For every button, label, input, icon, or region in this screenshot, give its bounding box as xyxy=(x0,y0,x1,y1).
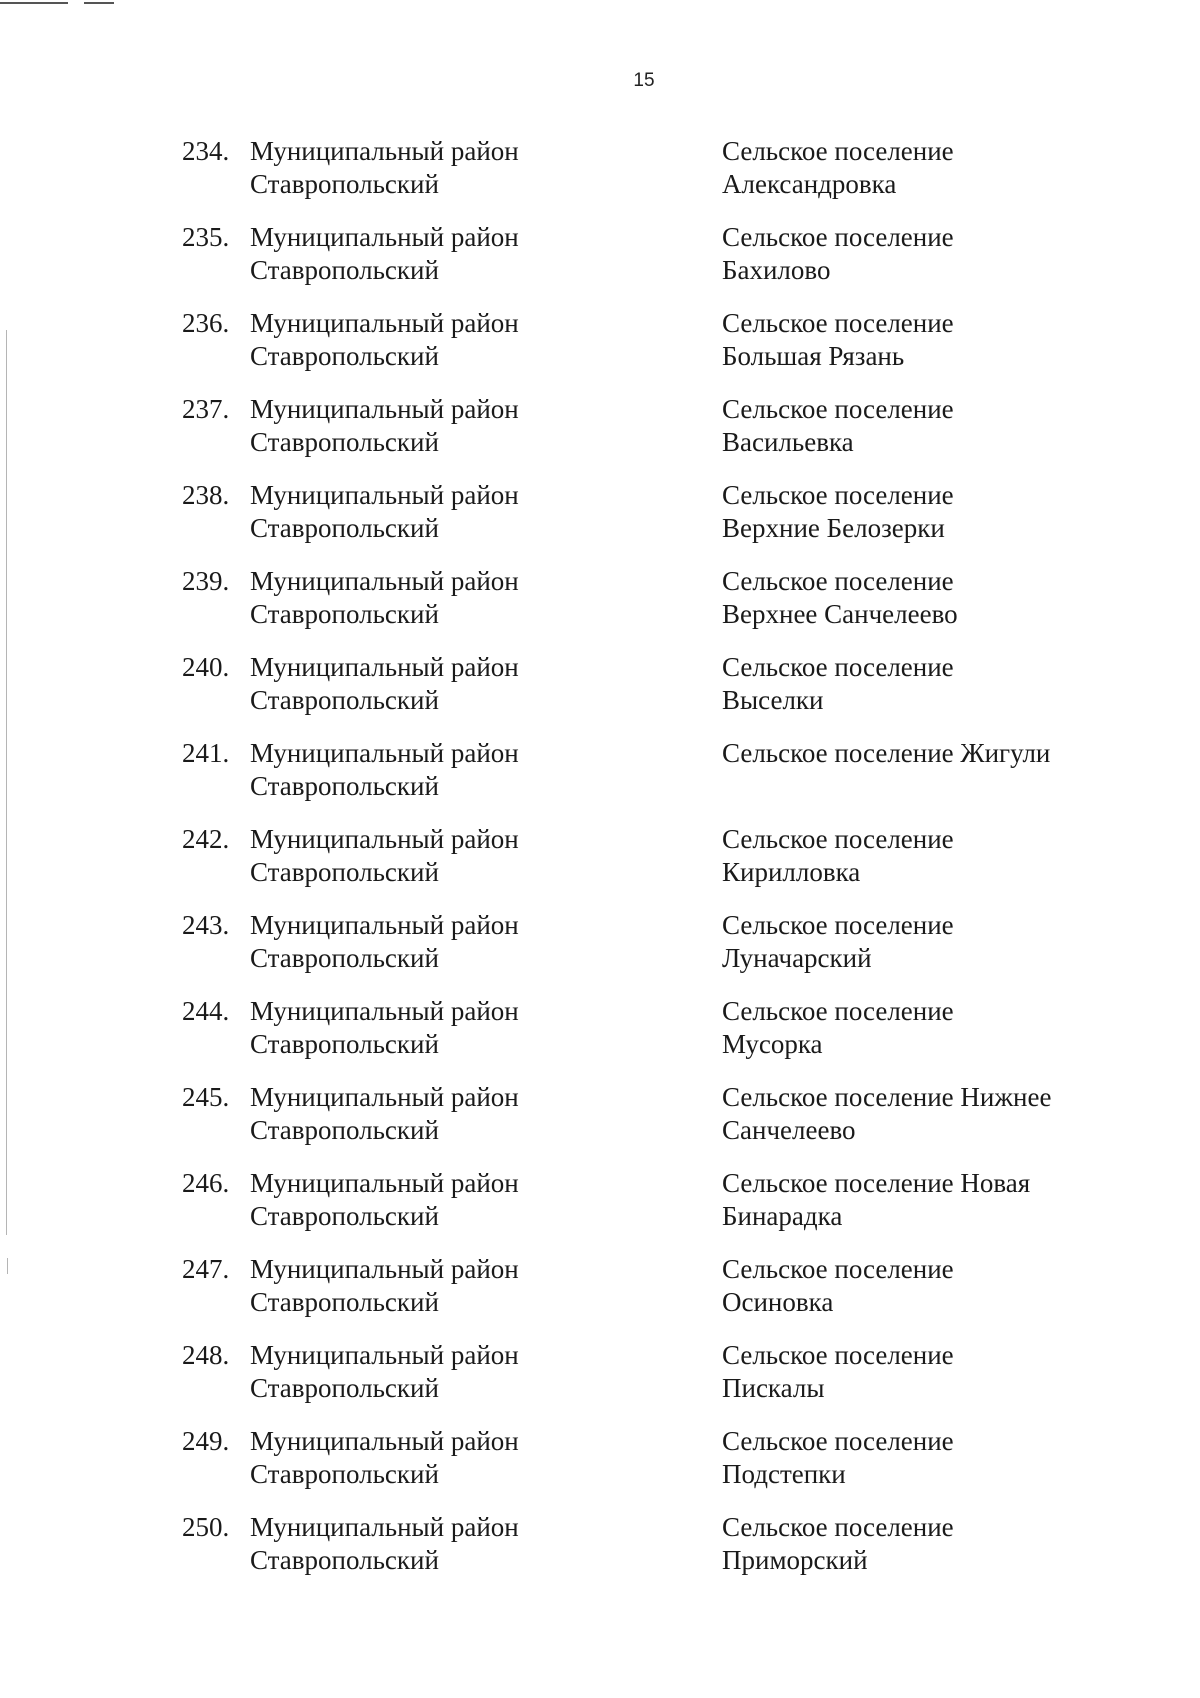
district-line: Муниципальный район xyxy=(250,308,519,338)
entry-number: 246. xyxy=(182,1168,230,1198)
settlement-line: Сельское поселение Новая xyxy=(722,1168,1031,1198)
settlement-name xyxy=(722,1511,1122,1577)
district-line: Муниципальный район xyxy=(250,1426,519,1456)
entry-number: 242. xyxy=(182,824,230,854)
settlement-line: Васильевка xyxy=(722,427,854,457)
scan-artifact-mark xyxy=(84,2,114,4)
settlement-line: Сельское поселение xyxy=(722,652,954,682)
list-item xyxy=(0,307,1200,393)
settlement-line: Сельское поселение xyxy=(722,1340,954,1370)
district-name xyxy=(250,651,680,717)
district-line: Муниципальный район xyxy=(250,222,519,252)
list-item xyxy=(0,995,1200,1081)
district-line: Ставропольский xyxy=(250,599,439,629)
district-line: Ставропольский xyxy=(250,255,439,285)
list-item xyxy=(0,1339,1200,1425)
settlement-line: Сельское поселение xyxy=(722,996,954,1026)
district-line: Муниципальный район xyxy=(250,480,519,510)
settlement-line: Сельское поселение Жигули xyxy=(722,738,1051,768)
settlement-line: Сельское поселение xyxy=(722,136,954,166)
district-name xyxy=(250,393,680,459)
district-name xyxy=(250,307,680,373)
entry-number: 237. xyxy=(182,394,230,424)
district-name xyxy=(250,1167,680,1233)
list-item xyxy=(0,1081,1200,1167)
district-line: Муниципальный район xyxy=(250,824,519,854)
district-line: Ставропольский xyxy=(250,771,439,801)
scan-artifact-mark xyxy=(0,2,68,4)
settlement-name xyxy=(722,221,1122,287)
district-line: Ставропольский xyxy=(250,943,439,973)
list-item xyxy=(0,909,1200,995)
district-line: Ставропольский xyxy=(250,857,439,887)
district-name xyxy=(250,565,680,631)
district-line: Ставропольский xyxy=(250,1201,439,1231)
district-line: Муниципальный район xyxy=(250,996,519,1026)
district-name xyxy=(250,1253,680,1319)
district-line: Муниципальный район xyxy=(250,394,519,424)
district-line: Муниципальный район xyxy=(250,738,519,768)
settlement-line: Выселки xyxy=(722,685,824,715)
settlement-name xyxy=(722,1253,1122,1319)
settlement-line: Мусорка xyxy=(722,1029,823,1059)
district-line: Ставропольский xyxy=(250,169,439,199)
settlement-line: Кирилловка xyxy=(722,857,861,887)
settlement-line: Большая Рязань xyxy=(722,341,905,371)
settlement-line: Бахилово xyxy=(722,255,831,285)
list-item xyxy=(0,565,1200,651)
list-item xyxy=(0,1253,1200,1339)
settlement-name xyxy=(722,1339,1122,1405)
district-name xyxy=(250,1511,680,1577)
district-line: Ставропольский xyxy=(250,685,439,715)
district-line: Ставропольский xyxy=(250,1545,439,1575)
district-line: Муниципальный район xyxy=(250,652,519,682)
district-line: Ставропольский xyxy=(250,513,439,543)
settlement-line: Сельское поселение xyxy=(722,910,954,940)
entry-number: 239. xyxy=(182,566,230,596)
district-line: Муниципальный район xyxy=(250,910,519,940)
list-item xyxy=(0,221,1200,307)
district-line: Ставропольский xyxy=(250,1115,439,1145)
settlement-line: Сельское поселение xyxy=(722,308,954,338)
settlement-name xyxy=(722,1167,1122,1233)
district-name xyxy=(250,479,680,545)
list-item xyxy=(0,1167,1200,1253)
district-line: Ставропольский xyxy=(250,341,439,371)
settlement-name xyxy=(722,1081,1122,1147)
settlement-line: Приморский xyxy=(722,1545,868,1575)
entry-number: 240. xyxy=(182,652,230,682)
entry-number: 250. xyxy=(182,1512,230,1542)
district-name xyxy=(250,995,680,1061)
district-line: Ставропольский xyxy=(250,1373,439,1403)
settlement-line: Верхние Белозерки xyxy=(722,513,945,543)
district-name xyxy=(250,737,680,803)
settlement-line: Осиновка xyxy=(722,1287,834,1317)
settlement-name xyxy=(722,307,1122,373)
list-item xyxy=(0,479,1200,565)
settlement-line: Сельское поселение Нижнее xyxy=(722,1082,1052,1112)
settlement-name xyxy=(722,479,1122,545)
list-item xyxy=(0,823,1200,909)
district-name xyxy=(250,1339,680,1405)
list-item xyxy=(0,135,1200,221)
entry-number: 243. xyxy=(182,910,230,940)
settlement-name xyxy=(722,135,1122,201)
settlement-name xyxy=(722,393,1122,459)
entry-number: 247. xyxy=(182,1254,230,1284)
district-line: Ставропольский xyxy=(250,1459,439,1489)
settlement-line: Сельское поселение xyxy=(722,222,954,252)
district-line: Муниципальный район xyxy=(250,1168,519,1198)
settlement-line: Сельское поселение xyxy=(722,1512,954,1542)
settlement-name xyxy=(722,565,1122,631)
settlement-name xyxy=(722,651,1122,717)
page-number: 15 xyxy=(633,70,655,91)
entry-number: 241. xyxy=(182,738,230,768)
entry-number: 244. xyxy=(182,996,230,1026)
settlement-name xyxy=(722,1425,1122,1491)
settlement-list xyxy=(0,135,1200,1597)
list-item xyxy=(0,1425,1200,1511)
settlement-line: Бинарадка xyxy=(722,1201,843,1231)
settlement-line: Пискалы xyxy=(722,1373,825,1403)
list-item xyxy=(0,1511,1200,1597)
district-line: Муниципальный район xyxy=(250,1512,519,1542)
settlement-name xyxy=(722,909,1122,975)
entry-number: 249. xyxy=(182,1426,230,1456)
entry-number: 245. xyxy=(182,1082,230,1112)
settlement-line: Сельское поселение xyxy=(722,824,954,854)
district-name xyxy=(250,823,680,889)
district-line: Муниципальный район xyxy=(250,1254,519,1284)
district-name xyxy=(250,1425,680,1491)
district-name xyxy=(250,909,680,975)
entry-number: 236. xyxy=(182,308,230,338)
settlement-line: Сельское поселение xyxy=(722,566,954,596)
settlement-line: Сельское поселение xyxy=(722,1426,954,1456)
list-item xyxy=(0,393,1200,479)
district-name xyxy=(250,1081,680,1147)
district-line: Ставропольский xyxy=(250,1029,439,1059)
settlement-line: Луначарский xyxy=(722,943,872,973)
list-item xyxy=(0,651,1200,737)
settlement-line: Сельское поселение xyxy=(722,394,954,424)
settlement-line: Сельское поселение xyxy=(722,480,954,510)
settlement-line: Санчелеево xyxy=(722,1115,856,1145)
district-line: Муниципальный район xyxy=(250,1340,519,1370)
settlement-line: Сельское поселение xyxy=(722,1254,954,1284)
settlement-name xyxy=(722,823,1122,889)
district-line: Муниципальный район xyxy=(250,1082,519,1112)
settlement-name xyxy=(722,737,1122,770)
settlement-line: Верхнее Санчелеево xyxy=(722,599,958,629)
list-item xyxy=(0,737,1200,823)
district-line: Ставропольский xyxy=(250,427,439,457)
entry-number: 238. xyxy=(182,480,230,510)
entry-number: 248. xyxy=(182,1340,230,1370)
district-line: Муниципальный район xyxy=(250,566,519,596)
settlement-line: Подстепки xyxy=(722,1459,846,1489)
district-name xyxy=(250,135,680,201)
entry-number: 234. xyxy=(182,136,230,166)
settlement-name xyxy=(722,995,1122,1061)
district-line: Муниципальный район xyxy=(250,136,519,166)
entry-number: 235. xyxy=(182,222,230,252)
district-name xyxy=(250,221,680,287)
settlement-line: Александровка xyxy=(722,169,897,199)
district-line: Ставропольский xyxy=(250,1287,439,1317)
